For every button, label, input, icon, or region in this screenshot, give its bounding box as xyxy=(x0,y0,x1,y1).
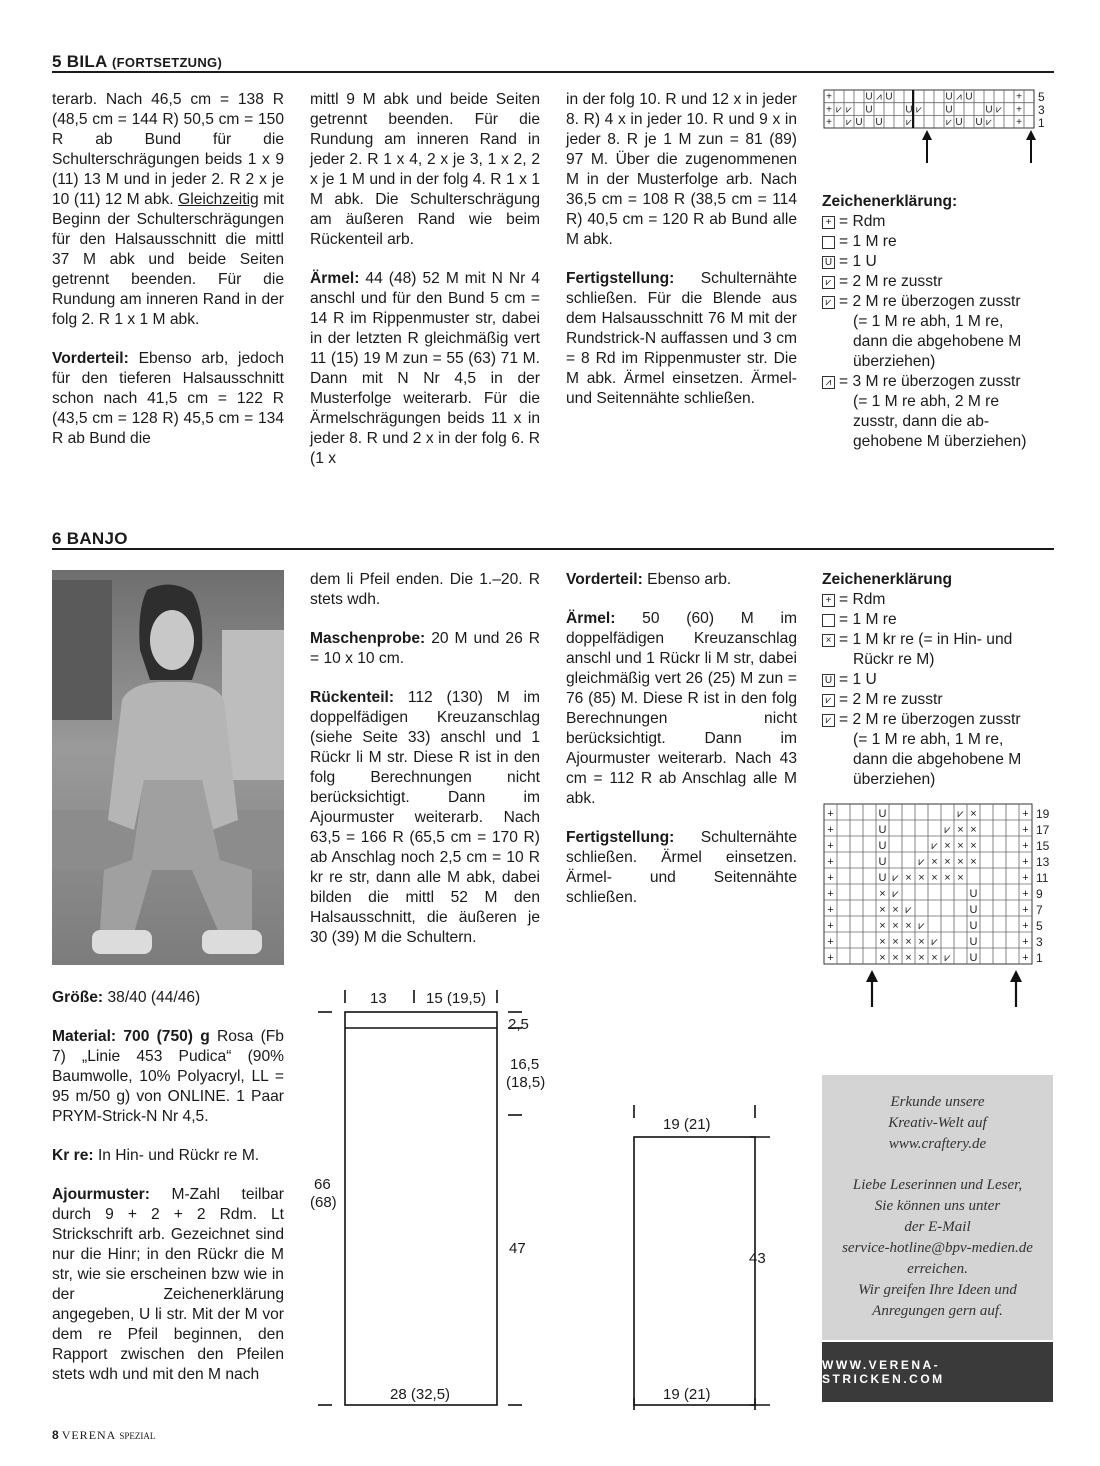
legend-text: = 3 M re überzogen zusstr xyxy=(839,373,1021,390)
chart-symbol: × xyxy=(905,952,912,964)
promo-line: Liebe Leserinnen und Leser, xyxy=(852,1177,1023,1193)
chart-symbol: U xyxy=(878,840,887,852)
page-number: 8 xyxy=(52,1428,59,1442)
chart-row-label: 3 xyxy=(1038,103,1045,117)
empty-square-icon xyxy=(822,236,835,249)
chart-symbol: U xyxy=(878,824,887,836)
promo-line: Erkunde unsere xyxy=(890,1094,985,1110)
ajour-heading: Ajourmuster: xyxy=(52,1186,150,1203)
repeat-arrow-right xyxy=(1026,130,1036,163)
legend-text: = Rdm xyxy=(839,591,886,608)
chart-row-label: 9 xyxy=(1036,887,1043,901)
chart-symbol: U xyxy=(865,91,873,103)
section-title-text: 6 BANJO xyxy=(52,529,128,548)
chart-symbol: + xyxy=(1022,824,1029,836)
u-square-icon: U xyxy=(822,674,835,687)
promo-line: Kreativ-Welt auf xyxy=(888,1115,987,1131)
underlined-word: Gleichzeitig xyxy=(178,191,259,208)
chart-symbol: + xyxy=(1022,920,1029,932)
chart-symbol: × xyxy=(931,952,938,964)
body-schematic xyxy=(300,975,550,1410)
chart-row-label: 13 xyxy=(1036,855,1050,869)
chart-symbol: × xyxy=(879,904,886,916)
promo-line: Wir greifen Ihre Ideen und xyxy=(858,1282,1017,1298)
chart-symbol: ⩗ xyxy=(931,936,938,948)
dimension-label: 47 xyxy=(509,1240,526,1257)
legend-text: = 1 M re xyxy=(839,233,897,250)
legend-item xyxy=(822,630,1057,650)
banjo-text: dem li Pfeil enden. Die 1.–20. R stets wdh. xyxy=(310,571,540,608)
vorderteil-heading: Vorderteil: xyxy=(566,571,643,588)
chart-symbol: + xyxy=(826,91,832,103)
chart-symbol: ⩗ xyxy=(905,904,912,916)
chart-symbol: × xyxy=(970,808,977,820)
krre-text: In Hin- und Rückr re M. xyxy=(97,1147,260,1164)
chart-symbol: × xyxy=(944,856,951,868)
chart-symbol: × xyxy=(918,952,925,964)
promo-line: www.craftery.de xyxy=(888,1136,987,1152)
empty-square-icon xyxy=(822,614,835,627)
chart-symbol: + xyxy=(827,936,834,948)
ajour-text: M-Zahl teilbar durch 9 + 2 + 2 Rdm. Lt Strickschrift arb. Gezeichnet sind nur die Hinr; in den Rückr die M str, wie sie erscheinen bzw wie in der Zeichenerklärung angegeben, U li str. Mit der M vor dem re Pfeil beginnen, den Rapport zwischen den Pfeilen stets wdh und mit den M nach xyxy=(52,1186,284,1383)
chart-row-label: 11 xyxy=(1036,871,1049,885)
chart-symbol: ⩗ xyxy=(944,952,951,964)
bila-knitting-chart xyxy=(820,88,1060,168)
chart-symbol: + xyxy=(1022,936,1029,948)
chart-symbol: + xyxy=(827,888,834,900)
chart-symbol: × xyxy=(892,936,899,948)
chart-symbol: ⩘ xyxy=(876,91,882,103)
chart-symbol: U xyxy=(969,920,978,932)
legend-item xyxy=(822,292,1057,312)
chart-symbol: + xyxy=(827,904,834,916)
dimension-label: 66 xyxy=(314,1176,331,1193)
chart-symbol: ⩗ xyxy=(892,872,899,884)
legend-text: = 1 U xyxy=(839,253,877,270)
chart-symbol: ⩗ xyxy=(931,840,938,852)
material-heading: Material: 700 (750) g xyxy=(52,1028,210,1045)
chart-symbol: + xyxy=(1022,952,1029,964)
x-square-icon: × xyxy=(822,634,835,647)
section-rule xyxy=(52,71,1054,73)
chart-symbol: + xyxy=(827,920,834,932)
chart-symbol: × xyxy=(905,872,912,884)
maschenprobe-heading: Maschenprobe: xyxy=(310,630,426,647)
legend-text-continued: überziehen) xyxy=(853,771,936,788)
website-label: WWW.VERENA-STRICKEN.COM xyxy=(822,1358,945,1386)
krre-heading: Kr re: xyxy=(52,1147,94,1164)
chart-symbol: U xyxy=(975,117,983,129)
chart-symbol: + xyxy=(826,104,832,116)
chart-symbol: + xyxy=(827,840,834,852)
banjo-legend xyxy=(822,570,1057,790)
chart-symbol: U xyxy=(985,104,993,116)
chart-symbol: ⩗ xyxy=(944,824,951,836)
chart-symbol: × xyxy=(905,936,912,948)
legend-text-continued: überziehen) xyxy=(853,353,936,370)
chart-symbol: + xyxy=(1016,104,1022,116)
chart-symbol: + xyxy=(826,117,832,129)
legend-item xyxy=(822,232,1057,252)
chart-symbol: U xyxy=(865,104,873,116)
promo-line: erreichen. xyxy=(907,1261,968,1277)
legend-item xyxy=(822,372,1057,392)
chart-symbol: + xyxy=(1022,888,1029,900)
chart-symbol: + xyxy=(1022,808,1029,820)
section-subtitle: (FORTSETZUNG) xyxy=(112,55,223,70)
chart-symbol: + xyxy=(1022,904,1029,916)
chart-symbol: × xyxy=(931,856,938,868)
legend-text-continued: zusstr, dann die ab- xyxy=(853,413,990,430)
chart-row-label: 19 xyxy=(1036,807,1050,821)
chart-symbol: × xyxy=(879,920,886,932)
material-text: Rosa (Fb 7) „Linie 453 Pudica“ (90% Baumwolle, 10% Polyacryl, LL = 95 m/50 g) von ONLINE. 1 Paar PRYM-Strick-N Nr 4,5. xyxy=(52,1028,284,1125)
repeat-arrow-right xyxy=(1010,970,1022,1007)
chart-symbol: U xyxy=(885,91,893,103)
promo-line: Anregungen gern auf. xyxy=(872,1303,1003,1319)
fertigstellung-text: Schulternähte schließen. Ärmel einsetzen. Ärmel- und Seitennähte schließen. xyxy=(566,829,797,906)
vorderteil-text: Ebenso arb. xyxy=(647,571,732,588)
legend-item xyxy=(822,610,1057,630)
chart-symbol: × xyxy=(931,872,938,884)
chart-symbol: × xyxy=(944,872,951,884)
chart-row-label: 5 xyxy=(1036,919,1043,933)
k2tog-icon: ⩗ xyxy=(822,694,835,707)
chart-row-label: 1 xyxy=(1036,951,1043,965)
promo-line: der E-Mail xyxy=(904,1219,971,1235)
chart-symbol: + xyxy=(1016,91,1022,103)
section-title-text: 5 BILA xyxy=(52,52,108,71)
dimension-label: (18,5) xyxy=(506,1074,546,1091)
section-rule xyxy=(52,548,1054,550)
rueckenteil-text: 112 (130) M im doppelfädigen Kreuzanschlag (siehe Seite 33) anschl und 1 Rückr li M str. Diese R ist in den folg Berechnungen nicht berücksichtigt. Dann im Ajourmuster weiterarb. Nach 63,5 = 166 R (65,5 cm = 170 R) ab Anschlag noch 2,5 cm = 10 R kr re str, dann alle M abk, dabei bilden die mittl 52 M den Halsausschnitt, die äußeren je 30 (39) M die Schultern. xyxy=(310,689,540,946)
chart-symbol: × xyxy=(957,872,964,884)
legend-text: = 1 U xyxy=(839,671,877,688)
chart-symbol: U xyxy=(965,91,973,103)
chart-row-label: 3 xyxy=(1036,935,1043,949)
page-footer xyxy=(52,1428,155,1443)
chart-symbol: U xyxy=(855,117,863,129)
dimension-label: 2,5 xyxy=(508,1016,529,1033)
chart-symbol: × xyxy=(957,856,964,868)
chart-symbol: ⩗ xyxy=(906,117,912,129)
legend-text: = 2 M re zusstr xyxy=(839,691,943,708)
chart-symbol: ⩗ xyxy=(918,856,925,868)
chart-symbol: × xyxy=(918,936,925,948)
plus-square-icon: + xyxy=(822,216,835,229)
aermel-text: 44 (48) 52 M mit N Nr 4 anschl und für den Bund 5 cm = 14 R im Rippenmuster str, dabei in der letzten R gleichmäßig vert 11 (15) 19 M zun = 55 (63) 71 M. Dann mit N Nr 4,5 in der Musterfolge weiterarb. Für die Ärmelschrägungen beids 11 x in jeder 8. R und 2 x in der folg 6. R (1 x xyxy=(310,270,540,467)
chart-symbol: + xyxy=(827,808,834,820)
repeat-arrow-left xyxy=(922,130,932,163)
chart-symbol: ⩗ xyxy=(846,117,852,129)
chart-symbol: × xyxy=(957,840,964,852)
legend-text-continued: dann die abgehobene M xyxy=(853,751,1022,768)
chart-symbol: + xyxy=(827,952,834,964)
legend-text: = Rdm xyxy=(839,213,886,230)
chart-symbol: × xyxy=(879,952,886,964)
model-photo xyxy=(52,570,284,965)
promo-text-a xyxy=(822,1092,1053,1155)
chart-symbol: ⩗ xyxy=(986,117,992,129)
banjo-column-3 xyxy=(566,570,797,927)
legend-title: Zeichenerklärung xyxy=(822,571,952,588)
bila-text: mittl 9 M abk und beide Seiten getrennt beenden. Für die Rundung am inneren Rand in jeder 2. R 1 x 4, 2 x je 3, 1 x 2, 2 x je 1 M und in der folg 4. R 1 x 1 M abk. Die Schulterschrägung am äußeren Rand wie beim Rückenteil arb. xyxy=(310,91,540,248)
chart-row-label: 5 xyxy=(1038,90,1045,104)
ssk-icon: ⩗ xyxy=(822,296,835,309)
chart-row-label: 17 xyxy=(1036,823,1050,837)
legend-text: = 2 M re überzogen zusstr xyxy=(839,293,1021,310)
maschenprobe-text: 20 M und 26 R = 10 x 10 cm. xyxy=(310,630,540,667)
fertigstellung-heading: Fertigstellung: xyxy=(566,829,675,846)
chart-row-label: 7 xyxy=(1036,903,1043,917)
chart-symbol: ⩗ xyxy=(946,117,952,129)
chart-symbol: U xyxy=(969,936,978,948)
legend-text-continued: (= 1 M re abh, 1 M re, xyxy=(853,313,1004,330)
chart-symbol: × xyxy=(957,824,964,836)
chart-symbol: U xyxy=(945,104,953,116)
dimension-label: 19 (21) xyxy=(663,1386,711,1403)
chart-symbol: × xyxy=(892,920,899,932)
bila-text: terarb. Nach 46,5 cm = 138 R (48,5 cm = 144 R) 50,5 cm = 150 R ab Bund für die Schulterschrägungen beids 1 x 9 (11) 13 M und in jeder 2. R 2 x je 10 (11) 12 M abk. xyxy=(52,91,284,208)
chart-symbol: × xyxy=(879,936,886,948)
chart-symbol: ⩗ xyxy=(836,104,842,116)
legend-item xyxy=(822,272,1057,292)
legend-text-continued: gehobene M überziehen) xyxy=(853,433,1027,450)
legend-item xyxy=(822,252,1057,272)
legend-text-continued: dann die abgehobene M xyxy=(853,333,1022,350)
legend-text-continued: Rückr re M) xyxy=(853,651,935,668)
bila-text: mit Beginn der Schulterschrägungen für den Halsausschnitt die mittl 37 M abk und beide Seiten getrennt beenden. Für die Rundung am inneren Rand in der folg 2. R 1 x 1 M abk. xyxy=(52,191,284,328)
legend-text-continued: (= 1 M re abh, 1 M re, xyxy=(853,731,1004,748)
promo-text-b xyxy=(822,1175,1053,1322)
chart-symbol: × xyxy=(918,872,925,884)
vorderteil-text: Ebenso arb, jedoch für den tieferen Halsausschnitt schon nach 41,5 cm = 122 R (43,5 cm = 128 R) 45,5 cm = 134 R ab Bund die xyxy=(52,350,284,447)
chart-symbol: ⩗ xyxy=(957,808,964,820)
chart-symbol: × xyxy=(970,840,977,852)
fertigstellung-heading: Fertigstellung: xyxy=(566,270,675,287)
chart-symbol: ⩗ xyxy=(918,920,925,932)
chart-symbol: × xyxy=(892,904,899,916)
chart-symbol: × xyxy=(944,840,951,852)
brand-sub: SPEZIAL xyxy=(119,1431,156,1441)
banjo-column-2 xyxy=(310,570,540,967)
dimension-label: 43 xyxy=(749,1250,766,1267)
chart-symbol: U xyxy=(945,91,953,103)
sk2p-icon: ⩘ xyxy=(822,376,835,389)
dimension-label: 19 (21) xyxy=(663,1116,711,1133)
chart-symbol: × xyxy=(970,824,977,836)
chart-symbol: U xyxy=(955,117,963,129)
legend-item xyxy=(822,670,1057,690)
bila-column-3 xyxy=(566,90,797,428)
chart-symbol: ⩗ xyxy=(916,104,922,116)
legend-item xyxy=(822,212,1057,232)
chart-row-label: 15 xyxy=(1036,839,1050,853)
aermel-text: 50 (60) M im doppelfädigen Kreuzanschlag anschl und 1 Rückr li M str, dabei gleichmäßig vert 26 (25) M zun = 76 (85) M. Diese R ist in den folg Berechnungen nicht berücksichtigt. Dann im Ajourmuster weiterarb. Nach 43 cm = 112 R ab Anschlag alle M abk. xyxy=(566,610,797,807)
groesse-heading: Größe: xyxy=(52,989,104,1006)
chart-symbol: × xyxy=(879,888,886,900)
dimension-label: 28 (32,5) xyxy=(390,1386,451,1403)
legend-text: = 1 M re xyxy=(839,611,897,628)
chart-symbol: × xyxy=(892,952,899,964)
legend-text: = 2 M re überzogen zusstr xyxy=(839,711,1021,728)
dimension-label: 13 xyxy=(370,990,387,1007)
bila-column-2 xyxy=(310,90,540,488)
chart-symbol: U xyxy=(875,117,883,129)
chart-symbol: × xyxy=(905,920,912,932)
chart-symbol: U xyxy=(969,952,978,964)
brand-name: VERENA xyxy=(61,1428,117,1442)
legend-item xyxy=(822,690,1057,710)
chart-symbol: + xyxy=(1022,872,1029,884)
chart-symbol: + xyxy=(1022,840,1029,852)
u-square-icon: U xyxy=(822,256,835,269)
chart-symbol: U xyxy=(878,808,887,820)
k2tog-icon: ⩗ xyxy=(822,276,835,289)
ssk-icon: ⩗ xyxy=(822,714,835,727)
banjo-knitting-chart xyxy=(820,802,1060,1010)
legend-item xyxy=(822,710,1057,730)
plus-square-icon: + xyxy=(822,594,835,607)
legend-title: Zeichenerklärung: xyxy=(822,193,958,210)
chart-symbol: U xyxy=(905,104,913,116)
promo-line: Sie können uns unter xyxy=(874,1198,1001,1214)
legend-text: = 1 M kr re (= in Hin- und xyxy=(839,631,1013,648)
banjo-column-1 xyxy=(52,988,284,1404)
dimension-label: 15 (19,5) xyxy=(426,990,487,1007)
bila-legend xyxy=(822,192,1057,452)
bila-column-1 xyxy=(52,90,284,468)
section-title-bila xyxy=(52,52,222,72)
legend-text: = 2 M re zusstr xyxy=(839,273,943,290)
promo-line: service-hotline@bpv-medien.de xyxy=(842,1240,1033,1256)
chart-row-label: 1 xyxy=(1038,116,1045,130)
aermel-heading: Ärmel: xyxy=(310,270,360,287)
chart-symbol: + xyxy=(1016,117,1022,129)
chart-symbol: ⩗ xyxy=(846,104,852,116)
legend-item xyxy=(822,590,1057,610)
chart-symbol: U xyxy=(969,904,978,916)
vorderteil-heading: Vorderteil: xyxy=(52,350,129,367)
bila-text: in der folg 10. R und 12 x in jeder 8. R) 4 x in jeder 10. R und 9 x in jeder 8. R je 1 M zun = 81 (89) 97 M. Über die zugenommenen M in der Musterfolge arb. Nach 36,5 cm = 108 R (38,5 cm = 114 R) 40,5 cm = 120 R ab Bund alle M abk. xyxy=(566,91,797,248)
chart-symbol: ⩗ xyxy=(996,104,1002,116)
legend-text-continued: (= 1 M re abh, 2 M re xyxy=(853,393,1000,410)
chart-symbol: U xyxy=(878,856,887,868)
rueckenteil-heading: Rückenteil: xyxy=(310,689,395,706)
chart-symbol: + xyxy=(827,856,834,868)
chart-symbol: + xyxy=(827,872,834,884)
fertigstellung-text: Schulternähte schließen. Für die Blende aus dem Halsausschnitt 76 M mit der Rundstrick-N auffassen und 3 cm = 8 Rd im Rippenmuster str. Die M abk. Ärmel einsetzen. Ärmel- und Seitennähte schließen. xyxy=(566,270,797,407)
chart-symbol: ⩘ xyxy=(956,91,962,103)
dimension-label: 16,5 xyxy=(510,1056,540,1073)
groesse-text: 38/40 (44/46) xyxy=(107,989,201,1006)
chart-symbol: + xyxy=(827,824,834,836)
section-title-banjo xyxy=(52,529,128,549)
chart-symbol: × xyxy=(970,856,977,868)
chart-symbol: U xyxy=(969,888,978,900)
repeat-arrow-left xyxy=(866,970,878,1007)
aermel-heading: Ärmel: xyxy=(566,610,616,627)
dimension-label: (68) xyxy=(310,1194,337,1211)
chart-symbol: U xyxy=(878,872,887,884)
chart-symbol: ⩗ xyxy=(892,888,899,900)
chart-symbol: + xyxy=(1022,856,1029,868)
website-link[interactable] xyxy=(822,1342,1053,1402)
